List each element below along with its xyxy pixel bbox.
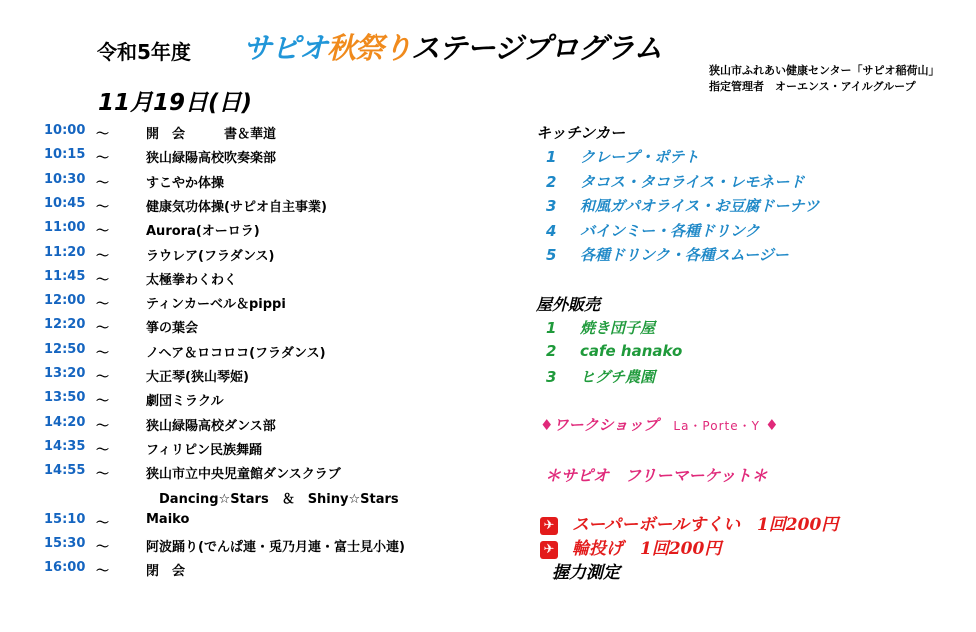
kitchen-item-label: 各種ドリンク・各種スムージー: [580, 246, 789, 264]
kitchen-heading: キッチンカー: [536, 124, 625, 142]
era-label: 令和5年度: [97, 40, 191, 64]
schedule-performer: 箏の葉会: [146, 321, 199, 337]
schedule-performer: 閉 会: [146, 564, 186, 580]
schedule-separator: ～: [96, 297, 110, 313]
schedule-time: 12:50: [44, 341, 86, 357]
schedule-separator: ～: [96, 175, 110, 191]
kitchen-item-number: 5: [546, 246, 557, 264]
schedule-separator: ～: [96, 248, 110, 264]
schedule-performer: 健康気功体操(サピオ自主事業): [146, 199, 327, 215]
kitchen-item-number: 1: [546, 148, 557, 166]
schedule-time: 11:00: [44, 220, 86, 236]
schedule-separator: ～: [96, 540, 110, 556]
outdoor-item: [546, 317, 655, 338]
schedule-time: 11:45: [44, 268, 86, 284]
kitchen-item: [546, 146, 699, 167]
outdoor-item-number: 2: [546, 341, 557, 360]
workshop-name: La・Porte・Y: [673, 419, 760, 433]
schedule-time: 13:50: [44, 390, 86, 406]
schedule-performer: フィリピン民族舞踊: [146, 442, 262, 458]
schedule-separator: ～: [96, 394, 110, 410]
event-date: 11月19日(日): [98, 90, 253, 116]
schedule-time: 15:30: [44, 536, 86, 552]
outdoor-item-label: 焼き団子屋: [580, 319, 656, 337]
schedule-separator: ～: [96, 127, 110, 142]
schedule-performer: ティンカーベル＆pippi: [146, 297, 286, 313]
schedule-performer: すこやか体操: [146, 175, 225, 191]
plane-icon: ✈: [540, 517, 558, 535]
schedule-separator: ～: [96, 321, 110, 337]
outdoor-item-label: ヒグチ農園: [580, 368, 656, 386]
schedule-time: 10:30: [44, 171, 86, 187]
outdoor-item: [546, 342, 682, 360]
outdoor-item-label: cafe hanako: [580, 341, 683, 360]
schedule-performer: ノヘア＆ロコロコ(フラダンス): [146, 345, 326, 361]
schedule-separator: ～: [96, 224, 110, 240]
game-item-label: 輪投げ 1回200円: [572, 539, 722, 559]
schedule-separator: ～: [96, 442, 110, 458]
kitchen-item: [546, 220, 760, 241]
schedule-performer: Maiko: [146, 511, 190, 527]
schedule-separator: ～: [96, 199, 110, 215]
game-item: [540, 510, 838, 535]
kitchen-item-label: バインミー・各種ドリンク: [580, 221, 760, 240]
kitchen-item-label: 和風ガパオライス・お豆腐ドーナツ: [580, 197, 820, 215]
schedule-separator: ～: [96, 272, 110, 288]
grip-test-label: 握力測定: [552, 563, 620, 583]
schedule-separator: ～: [96, 467, 110, 483]
page-title: [243, 26, 662, 67]
schedule-performer: 狭山緑陽高校ダンス部: [146, 418, 276, 434]
schedule-separator: ～: [96, 151, 110, 167]
schedule-time: 13:20: [44, 366, 86, 381]
schedule-performer: Dancing☆Stars ＆ Shiny☆Stars: [146, 491, 399, 507]
kitchen-item-number: 2: [546, 172, 557, 191]
schedule-performer: 阿波踊り(でんぱ連・兎乃月連・富士見小連): [146, 540, 405, 556]
workshop-title: ♦ワークショップ: [540, 416, 659, 434]
kitchen-item-label: クレープ・ポテト: [580, 148, 700, 166]
plane-icon: ✈: [540, 541, 558, 559]
schedule-time: 14:35: [44, 438, 86, 454]
outdoor-heading: 屋外販売: [536, 295, 601, 314]
game-item: [540, 534, 721, 559]
schedule-separator: ～: [96, 370, 110, 385]
outdoor-item: [546, 366, 655, 387]
schedule-performer: 太極拳わくわく: [146, 272, 238, 288]
schedule-performer: 開 会 書＆華道: [146, 127, 277, 142]
schedule-separator: ～: [96, 515, 110, 531]
schedule-performer: 大正琴(狭山琴姫): [146, 370, 249, 385]
schedule-separator: ～: [96, 564, 110, 580]
schedule-performer: ラウレア(フラダンス): [146, 248, 275, 264]
schedule-time: 12:00: [44, 293, 86, 309]
schedule-time: 16:00: [44, 560, 86, 576]
game-item-label: スーパーボールすくい 1回200円: [572, 515, 839, 535]
schedule-time: 15:10: [44, 511, 86, 527]
outdoor-item-number: 3: [546, 368, 557, 386]
kitchen-item-number: 3: [546, 197, 557, 215]
kitchen-item: [546, 195, 819, 216]
schedule-time: 10:00: [44, 123, 86, 138]
manager-name: 指定管理者 オーエンス・アイルグループ: [709, 80, 916, 93]
title-sapio: サピオ: [243, 31, 328, 65]
schedule-performer: 狭山緑陽高校吹奏楽部: [146, 151, 277, 167]
schedule-separator: ～: [96, 345, 110, 361]
venue-name: 狭山市ふれあい健康センター「サピオ稲荷山」: [709, 64, 940, 77]
title-stage-program: ステージプログラム: [411, 31, 662, 65]
schedule-time: 14:55: [44, 463, 86, 479]
kitchen-item-number: 4: [546, 221, 557, 240]
schedule-performer: 劇団ミラクル: [146, 394, 224, 410]
schedule-time: 10:15: [44, 147, 86, 163]
kitchen-item: [546, 244, 789, 265]
workshop-diamond: ♦: [765, 416, 779, 434]
kitchen-item: [546, 171, 804, 192]
schedule-time: 14:20: [44, 414, 86, 430]
schedule-time: 11:20: [44, 244, 86, 260]
schedule-performer: Aurora(オーロラ): [146, 224, 260, 240]
workshop-label: [540, 414, 779, 435]
outdoor-item-number: 1: [546, 319, 557, 337]
kitchen-item-label: タコス・タコライス・レモネード: [580, 172, 805, 191]
schedule-time: 12:20: [44, 317, 86, 333]
flea-market-label: ＊サピオ フリーマーケット＊: [545, 466, 768, 485]
schedule-performer: 狭山市立中央児童館ダンスクラブ: [146, 467, 341, 483]
title-autumn-festival: 秋祭り: [327, 31, 412, 65]
schedule-separator: ～: [96, 418, 110, 434]
schedule-time: 10:45: [44, 195, 86, 211]
